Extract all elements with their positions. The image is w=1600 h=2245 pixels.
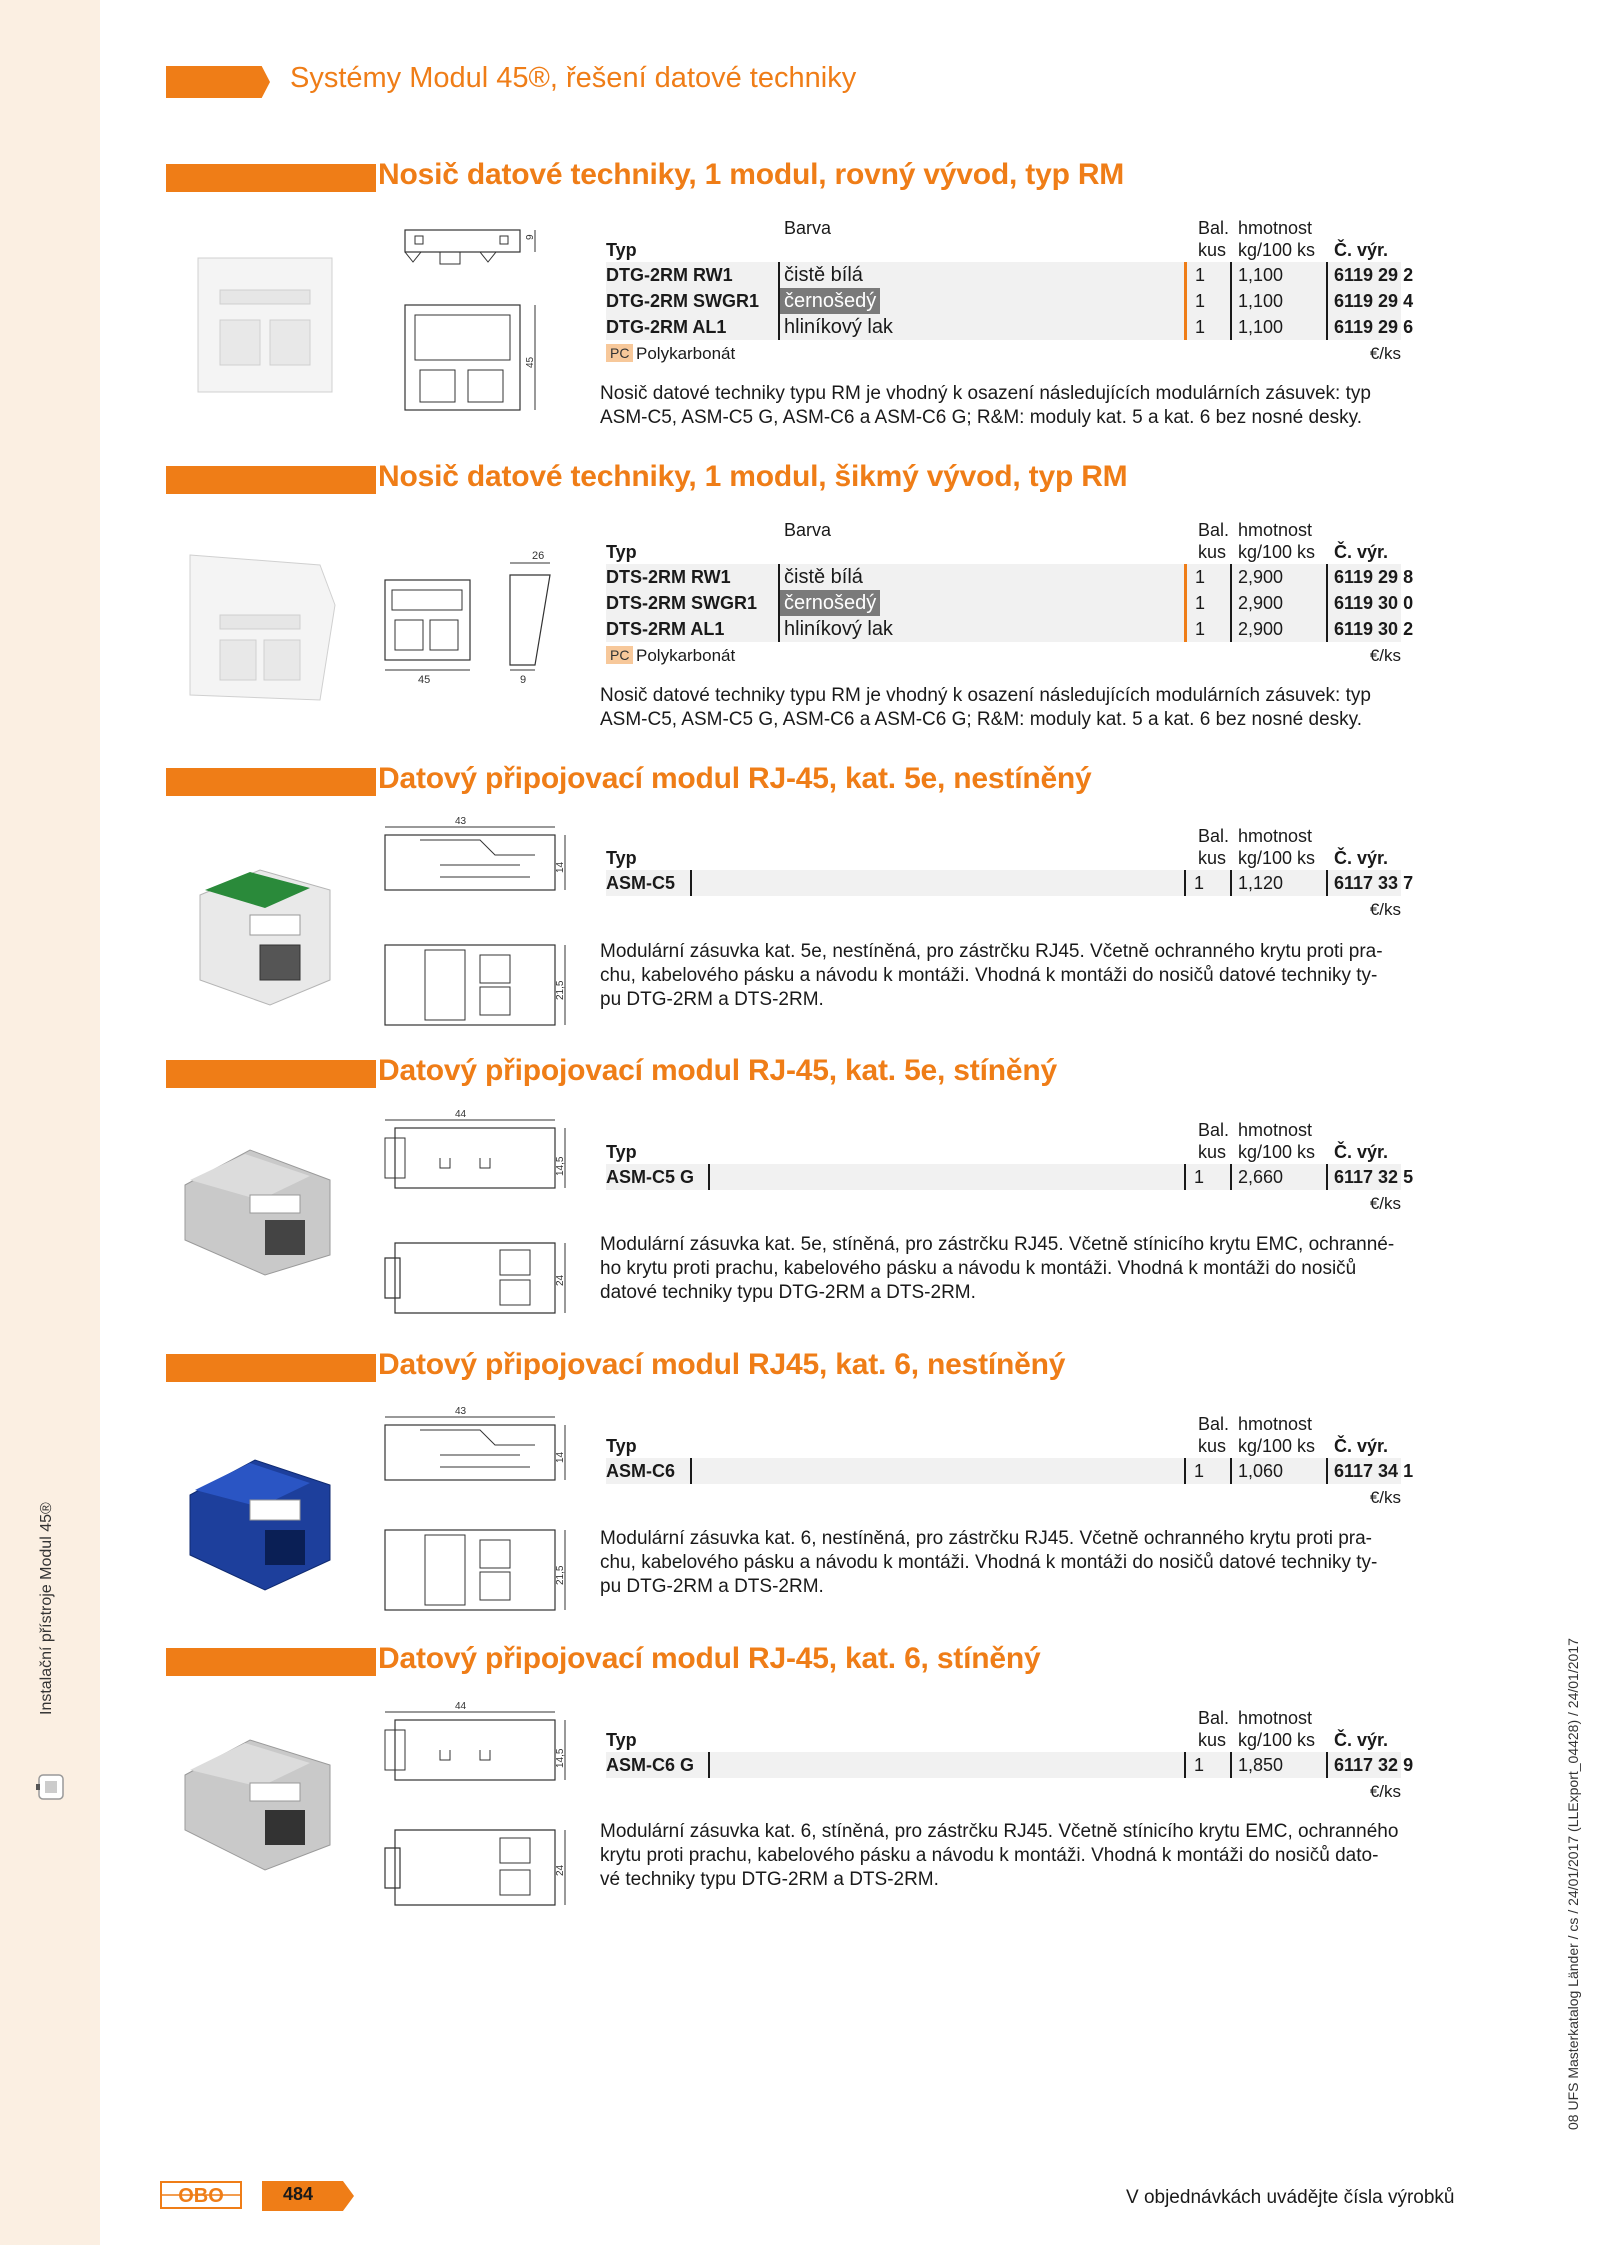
unit-label: €/ks (1369, 646, 1401, 665)
cell-bal: 1 (1184, 870, 1204, 896)
cell-divider (708, 1164, 710, 1190)
cell-divider (690, 870, 692, 896)
cell-typ: DTG-2RM AL1 (606, 317, 727, 337)
col-header-kg: kg/100 ks (1238, 1730, 1316, 1750)
cell-bal: 1 (1184, 1458, 1204, 1484)
col-header-hmotnost: hmotnost (1238, 1120, 1313, 1140)
product-table (606, 1120, 1414, 1220)
dimension-label: 24 (555, 1864, 566, 1876)
col-header-kus: kus (1198, 240, 1227, 260)
col-header-cv: Č. výr. (1334, 1730, 1389, 1750)
dimension-label: 14 (555, 1451, 566, 1463)
cell-barva: hliníkový lak (778, 314, 897, 340)
section-title: Datový připojovací modul RJ-45, kat. 5e, stíněný (378, 1054, 1057, 1087)
header-accent-bar (166, 66, 270, 98)
table-row (606, 564, 1414, 590)
col-header-kus: kus (1198, 1730, 1227, 1750)
cell-barva: černošedý (778, 590, 880, 616)
technical-drawing-asm-c5 (380, 815, 580, 1030)
cell-bal: 1 (1184, 1752, 1204, 1778)
cell-typ: DTG-2RM RW1 (606, 265, 733, 285)
col-header-bal: Bal. (1198, 1414, 1230, 1434)
cell-typ: ASM-C6 (606, 1461, 676, 1481)
col-header-kg: kg/100 ks (1238, 1436, 1316, 1456)
cell-kg: 1,100 (1230, 314, 1283, 340)
footer-note: V objednávkách uvádějte čísla výrobků (1126, 2187, 1455, 2208)
col-header-kg: kg/100 ks (1238, 848, 1316, 868)
cell-divider (708, 1752, 710, 1778)
product-table (606, 1708, 1414, 1808)
cell-kg: 1,100 (1230, 288, 1283, 314)
col-header-kus: kus (1198, 1142, 1227, 1162)
section-title: Datový připojovací modul RJ45, kat. 6, nestíněný (378, 1348, 1066, 1381)
col-header-cv: Č. výr. (1334, 542, 1389, 562)
cell-cv: 6119 30 2 (1326, 616, 1413, 642)
desc-line: chu, kabelového pásku a návodu k montáži. Vhodná k montáži do nosičů datové techniky ty- (600, 965, 1378, 986)
section-accent-bar (166, 1648, 376, 1676)
dimension-label: 44 (455, 1701, 467, 1712)
cell-typ: DTG-2RM SWGR1 (606, 291, 759, 311)
desc-line: ASM-C5, ASM-C5 G, ASM-C6 a ASM-C6 G; R&M: moduly kat. 5 a kat. 6 bez nosné desky. (600, 407, 1363, 428)
section-title: Datový připojovací modul RJ-45, kat. 5e, nestíněný (378, 762, 1092, 795)
cell-kg: 1,850 (1230, 1752, 1283, 1778)
cell-bal: 1 (1184, 288, 1205, 314)
desc-line: chu, kabelového pásku a návodu k montáži. Vhodná k montáži do nosičů datové techniky ty- (600, 1552, 1378, 1573)
dimension-label: 9 (525, 234, 536, 240)
col-header-barva: Barva (784, 218, 832, 238)
side-label: Instalační přístroje Modul 45® (38, 1502, 55, 1715)
cell-kg: 2,660 (1230, 1164, 1283, 1190)
cell-bal: 1 (1184, 262, 1205, 288)
product-photo-asm-c5g (180, 1140, 340, 1280)
desc-line: vé techniky typu DTG-2RM a DTS-2RM. (600, 1869, 939, 1890)
desc-line: Nosič datové techniky typu RM je vhodný k osazení následujících modulárních zásuvek: typ (600, 383, 1371, 404)
unit-label: €/ks (1369, 1782, 1401, 1801)
section-accent-bar (166, 466, 376, 494)
cell-typ: ASM-C5 G (606, 1167, 695, 1187)
product-photo-dts-carrier (170, 545, 340, 710)
product-photo-asm-c6 (180, 1445, 340, 1595)
table-row (606, 590, 1414, 616)
cell-typ: DTS-2RM AL1 (606, 619, 725, 639)
dimension-label: 44 (455, 1109, 467, 1120)
col-header-bal: Bal. (1198, 218, 1230, 238)
col-header-hmotnost: hmotnost (1238, 218, 1313, 238)
material-label: Polykarbonát (636, 344, 736, 363)
unit-label: €/ks (1369, 1488, 1401, 1507)
table-row (606, 1164, 1414, 1190)
cell-bal: 1 (1184, 616, 1205, 642)
cell-barva: čistě bílá (778, 564, 867, 590)
col-header-barva: Barva (784, 520, 832, 540)
dimension-label: 45 (525, 356, 536, 368)
left-margin-strip (0, 0, 100, 2245)
cell-kg: 1,120 (1230, 870, 1283, 896)
col-header-typ: Typ (606, 1436, 637, 1456)
col-header-hmotnost: hmotnost (1238, 520, 1313, 540)
cell-cv: 6117 34 1 (1326, 1458, 1413, 1484)
col-header-cv: Č. výr. (1334, 848, 1389, 868)
product-description (600, 684, 1410, 732)
section-accent-bar (166, 768, 376, 796)
dimension-label: 21,5 (555, 1565, 566, 1585)
col-header-typ: Typ (606, 1142, 637, 1162)
cell-typ: ASM-C6 G (606, 1755, 695, 1775)
cell-cv: 6119 29 8 (1326, 564, 1413, 590)
desc-line: Modulární zásuvka kat. 5e, nestíněná, pro zástrčku RJ45. Včetně ochranného krytu proti pra- (600, 941, 1383, 962)
cell-cv: 6117 32 9 (1326, 1752, 1413, 1778)
dimension-label: 45 (418, 674, 431, 685)
col-header-bal: Bal. (1198, 826, 1230, 846)
col-header-bal: Bal. (1198, 520, 1230, 540)
section-title: Datový připojovací modul RJ-45, kat. 6, stíněný (378, 1642, 1041, 1675)
section-accent-bar (166, 1060, 376, 1088)
dimension-label: 14,5 (555, 1156, 566, 1176)
cell-kg: 2,900 (1230, 590, 1283, 616)
product-description (600, 1820, 1410, 1892)
cell-bal: 1 (1184, 314, 1205, 340)
table-row (606, 1752, 1414, 1778)
cell-divider (690, 1458, 692, 1484)
section-accent-bar (166, 1354, 376, 1382)
section-title: Nosič datové techniky, 1 modul, rovný vývod, typ RM (378, 158, 1125, 191)
col-header-kg: kg/100 ks (1238, 240, 1316, 260)
desc-line: pu DTG-2RM a DTS-2RM. (600, 1576, 824, 1597)
unit-label: €/ks (1369, 1194, 1401, 1213)
material-label: Polykarbonát (636, 646, 736, 665)
col-header-typ: Typ (606, 1730, 637, 1750)
cell-cv: 6117 33 7 (1326, 870, 1413, 896)
col-header-hmotnost: hmotnost (1238, 1414, 1313, 1434)
col-header-hmotnost: hmotnost (1238, 826, 1313, 846)
cell-cv: 6119 29 4 (1326, 288, 1413, 314)
technical-drawing-asm-c6g (380, 1700, 580, 1915)
col-header-typ: Typ (606, 848, 637, 868)
cell-cv: 6119 30 0 (1326, 590, 1413, 616)
desc-line: krytu proti prachu, kabelového pásku a návodu k montáži. Vhodná k montáži do nosičů dato- (600, 1845, 1379, 1866)
material-badge: PC (606, 344, 633, 362)
technical-drawing-asm-c6 (380, 1405, 580, 1620)
catalog-export-label: 08 UFS Masterkatalog Länder / cs / 24/01/2017 (LLExport_04428) / 24/01/2017 (1565, 1638, 1581, 2130)
desc-line: datové techniky typu DTG-2RM a DTS-2RM. (600, 1282, 976, 1303)
table-row (606, 288, 1414, 314)
cell-kg: 2,900 (1230, 616, 1283, 642)
desc-line: Modulární zásuvka kat. 6, stíněná, pro zástrčku RJ45. Včetně stínicího krytu EMC, ochranného (600, 1821, 1399, 1842)
col-header-cv: Č. výr. (1334, 1436, 1389, 1456)
cell-cv: 6119 29 2 (1326, 262, 1413, 288)
cell-typ: DTS-2RM RW1 (606, 567, 731, 587)
cell-bal: 1 (1184, 1164, 1204, 1190)
material-badge: PC (606, 646, 633, 664)
socket-icon (36, 1772, 66, 1802)
page-number: 484 (283, 2184, 314, 2204)
dimension-label: 9 (520, 674, 527, 685)
technical-drawing-dts (380, 545, 580, 685)
cell-bal: 1 (1184, 564, 1205, 590)
desc-line: Modulární zásuvka kat. 5e, stíněná, pro zástrčku RJ45. Včetně stínicího krytu EMC, ochranné- (600, 1234, 1395, 1255)
technical-drawing-dtg (400, 220, 550, 420)
cell-cv: 6117 32 5 (1326, 1164, 1413, 1190)
col-header-kus: kus (1198, 848, 1227, 868)
cell-barva: čistě bílá (778, 262, 867, 288)
dimension-label: 14,5 (555, 1748, 566, 1768)
page-title: Systémy Modul 45®, řešení datové techniky (290, 62, 857, 94)
product-table (606, 218, 1414, 370)
product-description (600, 1233, 1410, 1305)
cell-kg: 2,900 (1230, 564, 1283, 590)
col-header-kus: kus (1198, 542, 1227, 562)
col-header-kg: kg/100 ks (1238, 542, 1316, 562)
dimension-label: 14 (555, 861, 566, 873)
product-table (606, 1414, 1414, 1514)
product-photo-dtg-carrier (190, 250, 340, 400)
unit-label: €/ks (1369, 900, 1401, 919)
section-accent-bar (166, 164, 376, 192)
table-row (606, 1458, 1414, 1484)
obo-logo-text: OBO (178, 2185, 224, 2207)
table-row (606, 314, 1414, 340)
product-table (606, 826, 1414, 926)
table-row (606, 870, 1414, 896)
product-description (600, 382, 1410, 430)
cell-barva: hliníkový lak (778, 616, 897, 642)
product-description (600, 1527, 1410, 1599)
col-header-kus: kus (1198, 1436, 1227, 1456)
dimension-label: 24 (555, 1274, 566, 1286)
cell-kg: 1,100 (1230, 262, 1283, 288)
obo-logo (160, 2181, 242, 2209)
product-table (606, 520, 1414, 672)
technical-drawing-asm-c5g (380, 1108, 580, 1323)
table-row (606, 616, 1414, 642)
product-photo-asm-c5 (190, 860, 340, 1010)
col-header-typ: Typ (606, 542, 637, 562)
table-row (606, 262, 1414, 288)
cell-kg: 1,060 (1230, 1458, 1283, 1484)
cell-typ: DTS-2RM SWGR1 (606, 593, 758, 613)
col-header-bal: Bal. (1198, 1120, 1230, 1140)
cell-bal: 1 (1184, 590, 1205, 616)
desc-line: Nosič datové techniky typu RM je vhodný k osazení následujících modulárních zásuvek: typ (600, 685, 1371, 706)
dimension-label: 26 (532, 550, 545, 562)
col-header-cv: Č. výr. (1334, 1142, 1389, 1162)
col-header-cv: Č. výr. (1334, 240, 1389, 260)
desc-line: Modulární zásuvka kat. 6, nestíněná, pro zástrčku RJ45. Včetně ochranného krytu proti pra- (600, 1528, 1373, 1549)
unit-label: €/ks (1369, 344, 1401, 363)
desc-line: ho krytu proti prachu, kabelového pásku a návodu k montáži. Vhodná k montáži do nosičů (600, 1258, 1357, 1279)
desc-line: ASM-C5, ASM-C5 G, ASM-C6 a ASM-C6 G; R&M: moduly kat. 5 a kat. 6 bez nosné desky. (600, 709, 1363, 730)
dimension-label: 21,5 (555, 980, 566, 1000)
desc-line: pu DTG-2RM a DTS-2RM. (600, 989, 824, 1010)
product-description (600, 940, 1410, 1012)
col-header-kg: kg/100 ks (1238, 1142, 1316, 1162)
cell-cv: 6119 29 6 (1326, 314, 1413, 340)
product-photo-asm-c6g (180, 1725, 340, 1875)
dimension-label: 43 (455, 816, 467, 827)
col-header-hmotnost: hmotnost (1238, 1708, 1313, 1728)
col-header-typ: Typ (606, 240, 637, 260)
dimension-label: 43 (455, 1406, 467, 1417)
cell-typ: ASM-C5 (606, 873, 676, 893)
section-title: Nosič datové techniky, 1 modul, šikmý vývod, typ RM (378, 460, 1128, 493)
col-header-bal: Bal. (1198, 1708, 1230, 1728)
cell-barva: černošedý (778, 288, 880, 314)
